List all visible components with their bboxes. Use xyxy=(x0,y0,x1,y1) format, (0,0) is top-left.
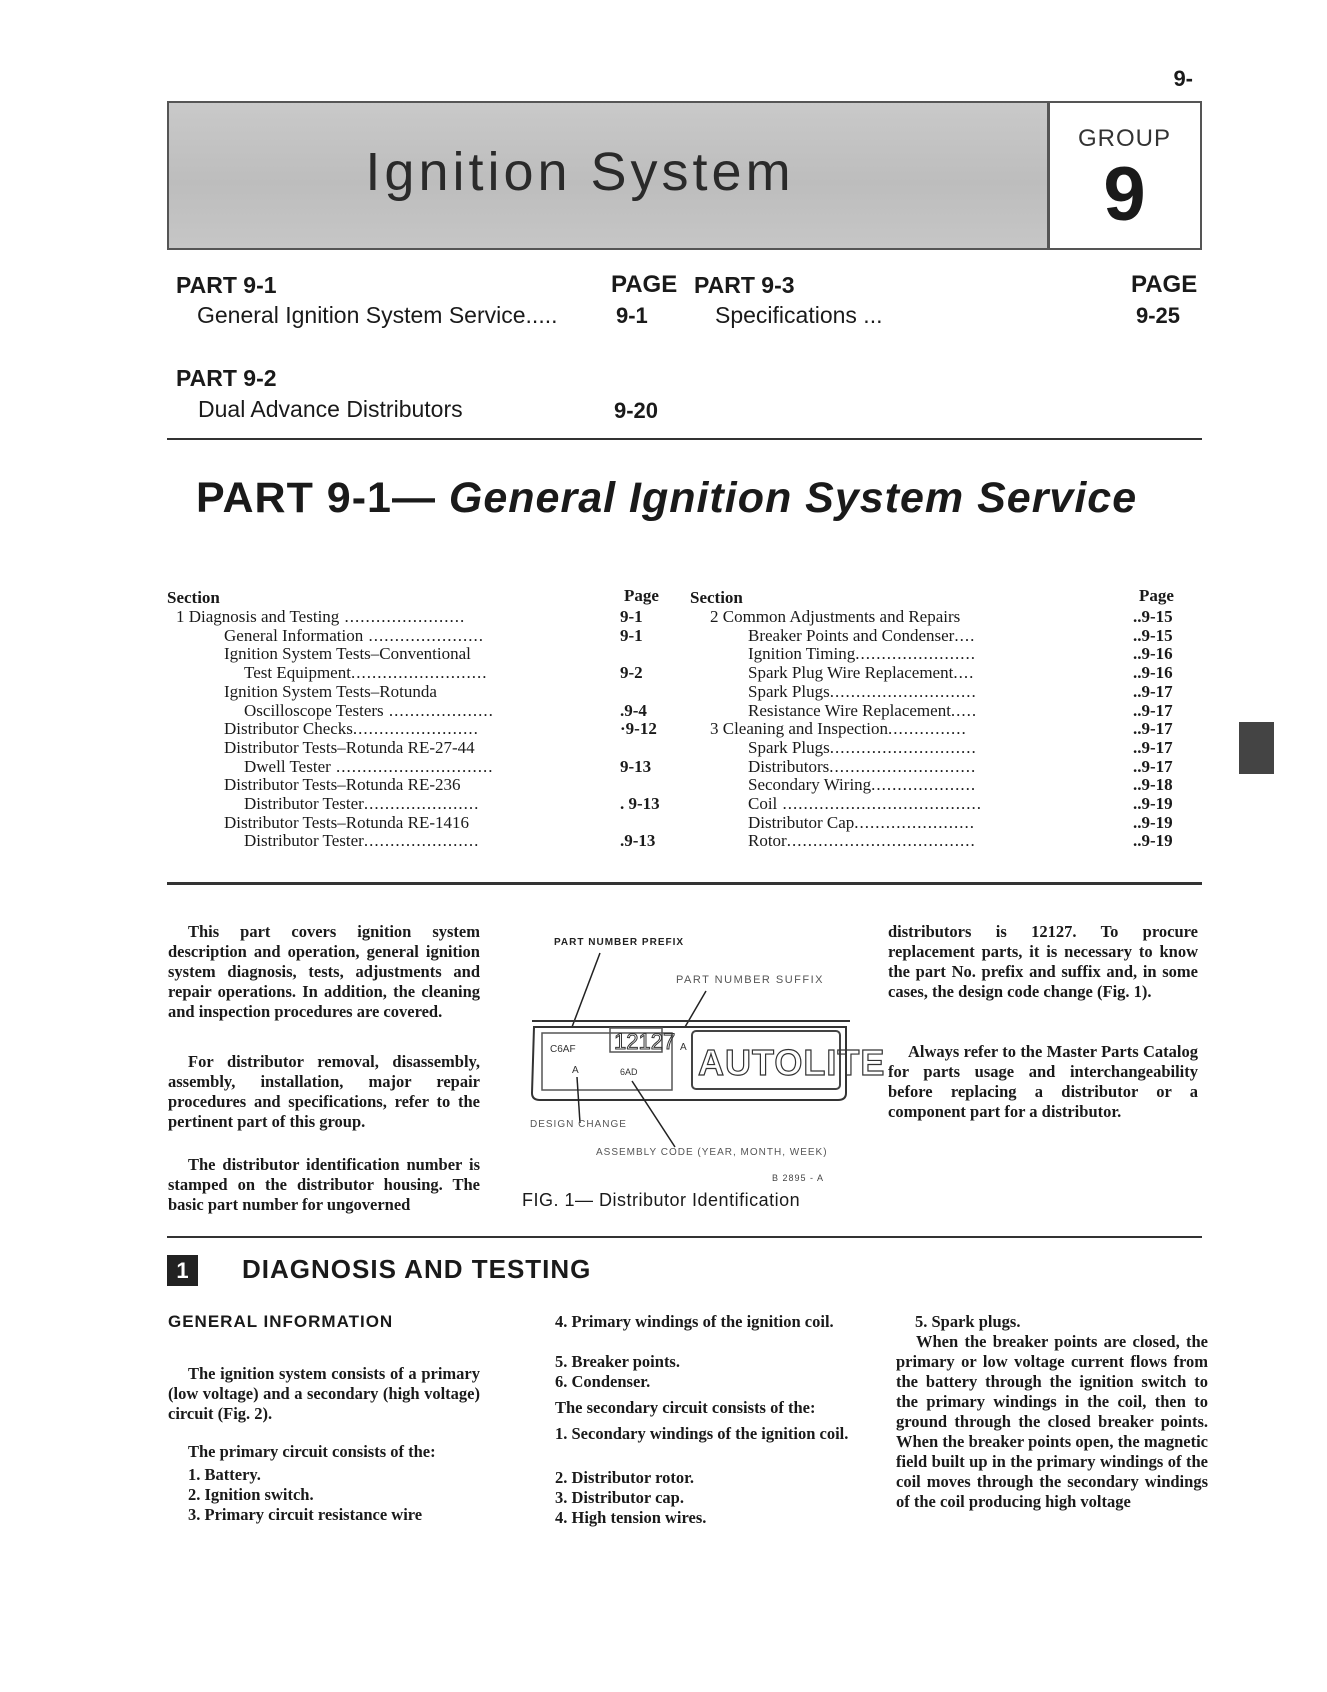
index-entry xyxy=(748,794,982,813)
group-label: GROUP xyxy=(1077,125,1171,152)
index-entry-page: ..9-15 xyxy=(1133,625,1173,645)
intro-paragraph: distributors is 12127. To procure replacement parts, it is necessary to know the part No. prefix and suffix and, in some cases, the design code change (Fig. 1). xyxy=(888,922,1198,1001)
index-entry-text: Dwell Tester xyxy=(244,756,331,776)
index-entry xyxy=(748,831,976,850)
index-entry-text: Distributor Tests–Rotunda RE-27-44 xyxy=(224,737,475,757)
divider xyxy=(167,882,1202,885)
index-entry-page: ..9-16 xyxy=(1133,663,1173,683)
index-entry-leader: ...................... xyxy=(363,831,480,851)
index-entry-page: . 9-13 xyxy=(620,794,660,813)
index-entry-page: .9-4 xyxy=(620,700,647,720)
body-paragraph: The primary circuit consists of the: xyxy=(188,1442,436,1461)
list-item: 6. Condenser. xyxy=(555,1372,651,1391)
list-item: 3. Distributor cap. xyxy=(555,1488,684,1507)
page-number: 9- xyxy=(1173,66,1193,91)
index-entry-leader: ....................... xyxy=(854,812,975,832)
group-number: 9 xyxy=(1103,152,1146,237)
index-entry-page: ..9-19 xyxy=(1133,812,1173,832)
index-entry xyxy=(710,607,960,626)
index-entry-text: Distributor Tester xyxy=(244,831,364,851)
index-entry xyxy=(224,775,461,794)
brand-logo: AUTOLITE xyxy=(698,1042,886,1083)
index-entry xyxy=(748,663,974,682)
index-entry-leader: ............................ xyxy=(829,737,977,757)
index-entry-text: Distributor Checks xyxy=(224,719,353,739)
intro-paragraph: This part covers ignition system description and operation, general ignition system diagnosis, tests, adjustments and repair operations. In addition, the cleaning and inspection procedures are covered. xyxy=(168,922,480,1021)
index-entry-page: ..9-17 xyxy=(1133,719,1173,739)
index-entry-leader: ............................ xyxy=(829,681,977,701)
index-entry-text: General Information xyxy=(224,625,364,645)
code-assembly: 6AD xyxy=(620,1067,638,1077)
index-entry xyxy=(224,813,469,832)
index-page-header-right: Page xyxy=(1139,586,1174,605)
index-entry-text: Test Equipment xyxy=(244,663,351,683)
index-section-header-right: Section xyxy=(690,588,743,607)
index-entry-text: Spark Plug Wire Replacement xyxy=(748,663,954,683)
index-entry-page: ..9-15 xyxy=(1133,607,1173,626)
index-entry xyxy=(224,626,484,645)
code-design: A xyxy=(572,1065,579,1076)
index-entry-page: 9-13 xyxy=(620,756,652,776)
toc-page-9-2: 9-20 xyxy=(614,398,659,423)
label-prefix: PART NUMBER PREFIX xyxy=(554,937,685,948)
index-entry-text: Oscilloscope Testers xyxy=(244,700,384,720)
index-entry xyxy=(224,682,437,701)
index-entry-leader: ...................................... xyxy=(777,794,983,813)
intro-paragraph: Always refer to the Master Parts Catalog for parts usage and interchangeability before replacing a distributor or a component part for a distributor. xyxy=(888,1042,1198,1121)
distributor-identification-figure xyxy=(520,925,886,1185)
index-entry-leader: ..... xyxy=(950,700,978,720)
index-entry-leader: ...................... xyxy=(363,794,480,813)
index-entry-leader: .................... xyxy=(871,775,977,795)
leader-line-prefix xyxy=(572,953,600,1027)
section-heading: DIAGNOSIS AND TESTING xyxy=(242,1254,592,1284)
index-entry-leader: .............................. xyxy=(330,756,494,776)
index-entry-text: Rotor xyxy=(748,831,787,851)
list-item: 4. Primary windings of the ignition coil. xyxy=(555,1312,834,1331)
toc-part-9-1: PART 9-1 xyxy=(176,272,277,298)
index-entry-leader: .......................... xyxy=(350,663,488,683)
divider xyxy=(167,438,1202,440)
index-entry xyxy=(748,813,975,832)
index-entry-text: Secondary Wiring xyxy=(748,775,872,795)
index-entry xyxy=(224,644,471,663)
index-entry-text: Ignition System Tests–Rotunda xyxy=(224,681,437,701)
index-entry-page: ..9-17 xyxy=(1133,737,1173,757)
index-entry-page: ..9-19 xyxy=(1133,794,1173,813)
index-entry-text: Distributor Tests–Rotunda RE-236 xyxy=(224,775,461,795)
index-entry xyxy=(748,644,976,663)
list-item: 5. Breaker points. xyxy=(555,1352,680,1371)
toc-part-9-2: PART 9-2 xyxy=(176,365,277,391)
index-entry xyxy=(748,738,977,757)
index-entry-page: ·9-12 xyxy=(620,719,657,739)
label-assembly: ASSEMBLY CODE (YEAR, MONTH, WEEK) xyxy=(596,1147,828,1158)
index-entry-page: 9-1 xyxy=(620,625,643,645)
toc-title-9-1: General Ignition System Service..... xyxy=(197,302,558,328)
label-suffix: PART NUMBER SUFFIX xyxy=(676,974,825,986)
body-paragraph: The ignition system consists of a primary (low voltage) and a secondary (high voltage) circuit (Fig. 2). xyxy=(168,1364,480,1423)
toc-title-9-3: Specifications ... xyxy=(715,302,883,328)
index-entry-text: Spark Plugs xyxy=(748,737,830,757)
title-banner xyxy=(167,101,1049,250)
index-entry xyxy=(244,794,479,813)
index-entry-text: Distributor Tester xyxy=(244,794,364,813)
index-entry-leader: ....................... xyxy=(339,607,466,626)
index-entry-leader: ........................ xyxy=(352,719,479,739)
index-entry-leader: ...................... xyxy=(363,625,484,645)
toc-title-9-2: Dual Advance Distributors xyxy=(198,396,463,422)
leader-line-assembly xyxy=(632,1081,675,1147)
body-paragraph: When the breaker points are closed, the primary or low voltage current flows from the battery through the ignition switch to the primary windings in the coil, then to ground through the closed breaker points. When the breaker points open, the magnetic field built up in the primary windings of the coil moves through the secondary windings of the coil producing high voltage xyxy=(896,1332,1208,1511)
index-entry xyxy=(244,831,479,850)
index-entry-leader: .... xyxy=(953,663,975,683)
list-item: 2. Ignition switch. xyxy=(188,1485,314,1504)
index-section-header-left: Section xyxy=(167,588,220,607)
index-entry-page: .9-13 xyxy=(620,831,656,851)
index-entry-leader: .................... xyxy=(383,700,494,720)
index-entry-leader: ....................... xyxy=(855,644,976,664)
list-item: 2. Distributor rotor. xyxy=(555,1468,695,1487)
figure-id: B 2895 - A xyxy=(772,1173,825,1183)
index-entry xyxy=(244,663,487,682)
part-heading xyxy=(196,474,1137,523)
divider xyxy=(167,1236,1202,1238)
index-entry-leader: .... xyxy=(954,625,976,645)
index-entry-leader: ............... xyxy=(888,719,967,739)
index-entry xyxy=(748,757,976,776)
index-entry xyxy=(244,701,494,720)
index-entry xyxy=(244,757,494,776)
group-box xyxy=(1049,101,1202,250)
list-item: 4. High tension wires. xyxy=(555,1508,707,1527)
list-item: 3. Primary circuit resistance wire xyxy=(188,1505,423,1524)
toc-page-header-right: PAGE xyxy=(1131,271,1198,298)
index-entry xyxy=(224,738,475,757)
index-entry-text: Coil xyxy=(748,794,778,813)
list-item: 1. Battery. xyxy=(188,1465,261,1484)
index-entry xyxy=(748,701,977,720)
index-entry xyxy=(748,626,975,645)
list-item: 1. Secondary windings of the ignition coil. xyxy=(555,1424,849,1443)
figure-caption: FIG. 1— Distributor Identification xyxy=(522,1190,801,1210)
list-item: 5. Spark plugs. xyxy=(915,1312,1021,1331)
index-entry xyxy=(710,719,967,738)
code-suffix: A xyxy=(680,1042,687,1053)
index-entry-page: ..9-18 xyxy=(1133,775,1173,795)
part-heading-prefix: PART 9-1— xyxy=(196,474,436,522)
subheading-general-information: GENERAL INFORMATION xyxy=(168,1312,394,1331)
index-entry-leader: ............................ xyxy=(829,756,977,776)
index-entry-text: Spark Plugs xyxy=(748,681,830,701)
index-entry xyxy=(748,775,976,794)
index-entry-text: Distributor Cap xyxy=(748,812,855,832)
banner-title: Ignition System xyxy=(365,142,795,202)
index-entry xyxy=(176,607,465,626)
code-number: 12127 xyxy=(614,1029,676,1054)
index-entry-page: ..9-17 xyxy=(1133,681,1173,701)
index-entry-text: Ignition System Tests–Conventional xyxy=(224,644,471,664)
toc-page-9-3: 9-25 xyxy=(1136,303,1181,328)
toc-part-9-3: PART 9-3 xyxy=(694,272,795,298)
index-entry-text: Distributors xyxy=(748,756,830,776)
index-entry-text: 1 Diagnosis and Testing xyxy=(176,607,340,626)
toc-page-header-left: PAGE xyxy=(611,271,678,298)
index-entry xyxy=(224,719,479,738)
index-entry-page: ..9-16 xyxy=(1133,644,1173,664)
index-entry-page: ..9-17 xyxy=(1133,700,1173,720)
index-entry-text: Ignition Timing xyxy=(748,644,856,664)
index-entry-text: Distributor Tests–Rotunda RE-1416 xyxy=(224,812,469,832)
index-entry-page: 9-2 xyxy=(620,663,643,683)
body-paragraph: The secondary circuit consists of the: xyxy=(555,1398,816,1417)
index-entry-text: 2 Common Adjustments and Repairs xyxy=(710,607,961,626)
intro-paragraph: The distributor identification number is stamped on the distributor housing. The basic part number for ungoverned xyxy=(168,1155,480,1214)
index-entry-leader: .................................... xyxy=(786,831,976,851)
index-entry-text: 3 Cleaning and Inspection xyxy=(710,719,888,739)
thumb-index-tab xyxy=(1239,722,1274,774)
label-design: DESIGN CHANGE xyxy=(530,1119,627,1130)
part-heading-title: General Ignition System Service xyxy=(448,474,1138,522)
index-entry-text: Breaker Points and Condenser xyxy=(748,625,955,645)
intro-paragraph: For distributor removal, disassembly, assembly, installation, major repair procedures and specifications, refer to the pertinent part of this group. xyxy=(168,1052,480,1131)
index-entry-page: ..9-19 xyxy=(1133,831,1173,851)
index-entry-text: Resistance Wire Replacement xyxy=(748,700,951,720)
section-number-badge: 1 xyxy=(167,1255,198,1286)
index-entry-page: ..9-17 xyxy=(1133,756,1173,776)
toc-page-9-1: 9-1 xyxy=(616,303,648,328)
index-entry xyxy=(748,682,977,701)
index-entry-page: 9-1 xyxy=(620,607,643,626)
code-prefix: C6AF xyxy=(550,1044,576,1055)
index-page-header-left: Page xyxy=(624,586,659,605)
